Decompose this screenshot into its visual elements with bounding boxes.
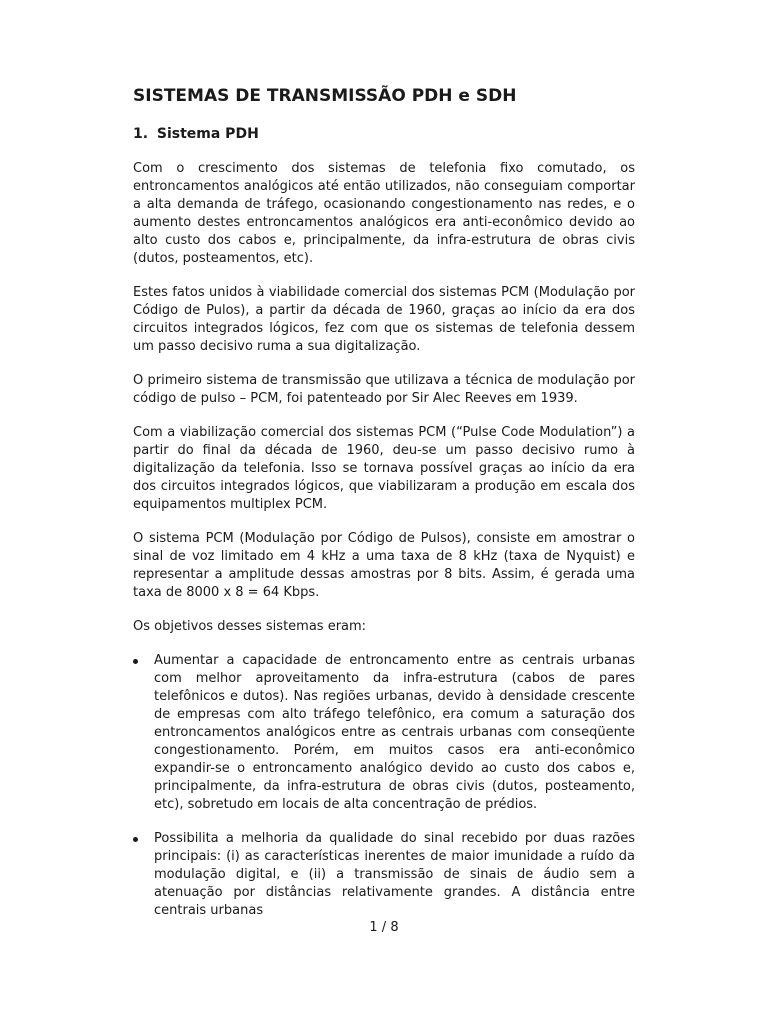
section-heading: [133, 126, 635, 142]
list-item-text: Possibilita a melhoria da qualidade do sinal recebido por duas razões principais: (i) as características inerentes de maior imunidade a ruído da modulação digital, e (ii) a transmissão de sinais de áudio sem a atenuação por distâncias relativamente grandes. A distância entre centrais urbanas: [154, 831, 635, 918]
objectives-list: [133, 652, 635, 920]
page-number: 1 / 8: [369, 920, 399, 935]
paragraph: O sistema PCM (Modulação por Código de Pulsos), consiste em amostrar o sinal de voz limitado em 4 kHz a uma taxa de 8 kHz (taxa de Nyquist) e representar a amplitude dessas amostras por 8 bits. Assim, é gerada uma taxa de 8000 x 8 = 64 Kbps.: [133, 531, 635, 600]
document-title: SISTEMAS DE TRANSMISSÃO PDH e SDH: [133, 86, 517, 106]
list-item: [133, 652, 635, 814]
paragraph: Os objetivos desses sistemas eram:: [133, 619, 367, 634]
paragraph: O primeiro sistema de transmissão que utilizava a técnica de modulação por código de pulso – PCM, foi patenteado por Sir Alec Reeves em 1939.: [133, 373, 635, 406]
list-item-text: Aumentar a capacidade de entroncamento entre as centrais urbanas com melhor aproveitamento da infra-estrutura (cabos de pares telefônicos e dutos). Nas regiões urbanas, devido à densidade crescente de empresas com alto tráfego telefônico, era comum a saturação dos entroncamentos analógicos entre as centrais urbanas com conseqüente congestionamento. Porém, em muitos casos era anti-econômico expandir-se o entroncamento analógico devido ao custo dos cabos e, principalmente, da infra-estrutura de obras civis (dutos, posteamento, etc), sobretudo em locais de alta concentração de prédios.: [154, 653, 635, 812]
paragraph: Estes fatos unidos à viabilidade comercial dos sistemas PCM (Modulação por Código de Pulos), a partir da década de 1960, graças ao início da era dos circuitos integrados lógicos, fez com que os sistemas de telefonia dessem um passo decisivo ruma a sua digitalização.: [133, 285, 635, 354]
page-content: [133, 86, 635, 936]
section-title: Sistema PDH: [156, 126, 259, 142]
list-item: [133, 830, 635, 920]
paragraph: Com o crescimento dos sistemas de telefonia fixo comutado, os entroncamentos analógicos até então utilizados, não conseguiam comportar a alta demanda de tráfego, ocasionando congestionamento nas redes, e o aumento destes entroncamentos analógicos era anti-econômico devido ao alto custo dos cabos e, principalmente, da infra-estrutura de obras civis (dutos, posteamentos, etc).: [133, 161, 635, 266]
bullet-icon: [133, 659, 138, 664]
paragraph: Com a viabilização comercial dos sistemas PCM (“Pulse Code Modulation”) a partir do final da década de 1960, deu-se um passo decisivo rumo à digitalização da telefonia. Isso se tornava possível graças ao início da era dos circuitos integrados lógicos, que viabilizaram a produção em escala dos equipamentos multiplex PCM.: [133, 425, 635, 512]
section-number: 1.: [133, 126, 149, 142]
bullet-icon: [133, 837, 138, 842]
